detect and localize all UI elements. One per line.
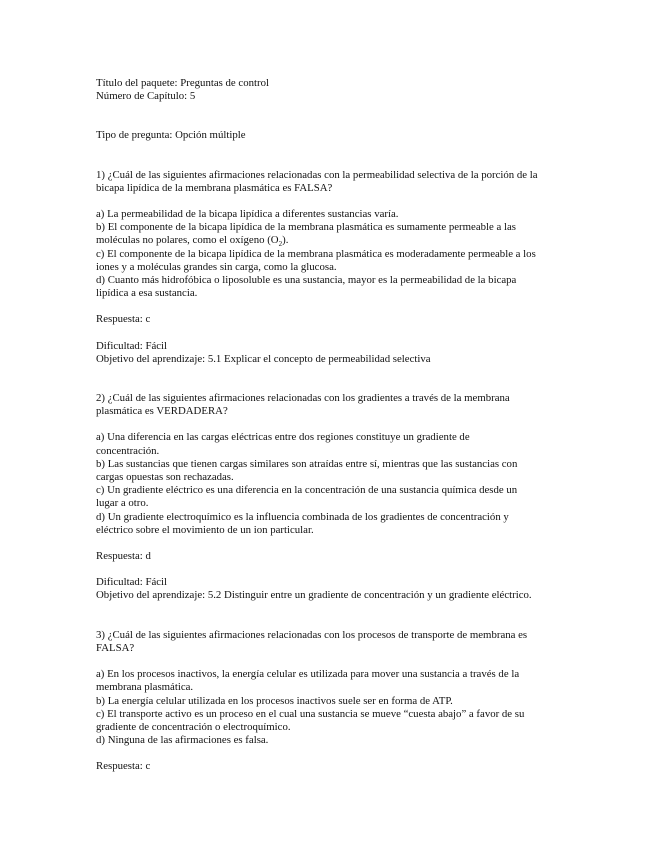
question-1-option-c-line-1: c) El componente de la bicapa lipídica de la membrana plasmática es moderadamente permeable a los <box>96 247 536 260</box>
question-1-stem-line-1: 1) ¿Cuál de las siguientes afirmaciones relacionadas con la permeabilidad selectiva de la porción de la <box>96 168 538 181</box>
question-3-option-c-line-1: c) El transporte activo es un proceso en el cual una sustancia se mueve “cuesta abajo” a favor de su <box>96 707 525 720</box>
question-1-option-b-text: moléculas no polares, como el oxígeno (O <box>96 234 279 247</box>
question-2-option-b-line-2: cargas opuestas son rechazadas. <box>96 471 234 484</box>
question-2-difficulty: Dificultad: Fácil <box>96 576 168 589</box>
question-1-option-d-line-2: lipídica a esa sustancia. <box>96 287 198 300</box>
question-3-stem-line-2: FALSA? <box>96 641 135 654</box>
question-2-option-b-line-1: b) Las sustancias que tienen cargas similares son atraídas entre sí, mientras que las sustancias con <box>96 457 518 470</box>
question-3-option-a-line-1: a) En los procesos inactivos, la energía celular es utilizada para mover una sustancia a través de la <box>96 668 520 681</box>
oxygen-subscript: 2 <box>278 240 283 249</box>
question-3-option-d: d) Ninguna de las afirmaciones es falsa. <box>96 734 269 747</box>
question-2-objective: Objetivo del aprendizaje: 5.2 Distinguir entre un gradiente de concentración y un gradiente eléctrico. <box>96 589 532 602</box>
question-2-option-d-line-2: eléctrico sobre el movimiento de un ion particular. <box>96 523 314 536</box>
question-2-option-a-line-1: a) Una diferencia en las cargas eléctricas entre dos regiones constituye un gradiente de <box>96 431 470 444</box>
package-title: Título del paquete: Preguntas de control <box>96 77 270 89</box>
question-2-option-c-line-1: c) Un gradiente eléctrico es una diferencia en la concentración de una sustancia química desde un <box>96 484 518 497</box>
question-2-answer: Respuesta: d <box>96 550 151 563</box>
question-3-answer: Respuesta: c <box>96 760 151 773</box>
question-2-option-a-line-2: concentración. <box>96 444 160 457</box>
question-3-option-a-line-2: membrana plasmática. <box>96 681 194 694</box>
question-2-option-c-line-2: lugar a otro. <box>96 497 149 510</box>
header-block <box>96 77 582 143</box>
question-1-option-c-line-2: iones y a moléculas grandes sin carga, como la glucosa. <box>96 260 337 273</box>
question-2-option-d-line-1: d) Un gradiente electroquímico es la influencia combinada de los gradientes de concentración y <box>96 510 509 523</box>
question-3-option-c-line-2: gradiente de concentración o electroquímico. <box>96 720 291 733</box>
question-1-option-b-end: ). <box>282 234 289 247</box>
question-1 <box>96 169 582 366</box>
question-1-difficulty: Dificultad: Fácil <box>96 339 168 352</box>
question-2-stem-line-1: 2) ¿Cuál de las siguientes afirmaciones relacionadas con los gradientes a través de la membrana <box>96 392 510 405</box>
question-3-stem-line-1: 3) ¿Cuál de las siguientes afirmaciones relacionadas con los procesos de transporte de membrana es <box>96 628 528 641</box>
document-page <box>96 77 582 774</box>
question-1-option-b-line-2 <box>96 234 582 247</box>
chapter-number: Número de Capítulo: 5 <box>96 90 196 103</box>
question-type: Tipo de pregunta: Opción múltiple <box>96 129 246 142</box>
question-3 <box>96 629 582 774</box>
question-1-option-d-line-1: d) Cuanto más hidrofóbica o liposoluble es una sustancia, mayor es la permeabilidad de la bicapa <box>96 274 517 287</box>
question-1-option-a: a) La permeabilidad de la bicapa lipídica a diferentes sustancias varía. <box>96 208 399 221</box>
question-1-answer: Respuesta: c <box>96 313 151 326</box>
question-2 <box>96 392 582 603</box>
question-2-stem-line-2: plasmática es VERDADERA? <box>96 405 228 418</box>
question-1-objective: Objetivo del aprendizaje: 5.1 Explicar el concepto de permeabilidad selectiva <box>96 352 431 365</box>
question-1-stem-line-2: bicapa lipídica de la membrana plasmática es FALSA? <box>96 181 333 194</box>
question-1-option-b-line-1: b) El componente de la bicapa lipídica de la membrana plasmática es sumamente permeable a las <box>96 221 517 234</box>
question-3-option-b: b) La energía celular utilizada en los procesos inactivos suele ser en forma de ATP. <box>96 694 453 707</box>
